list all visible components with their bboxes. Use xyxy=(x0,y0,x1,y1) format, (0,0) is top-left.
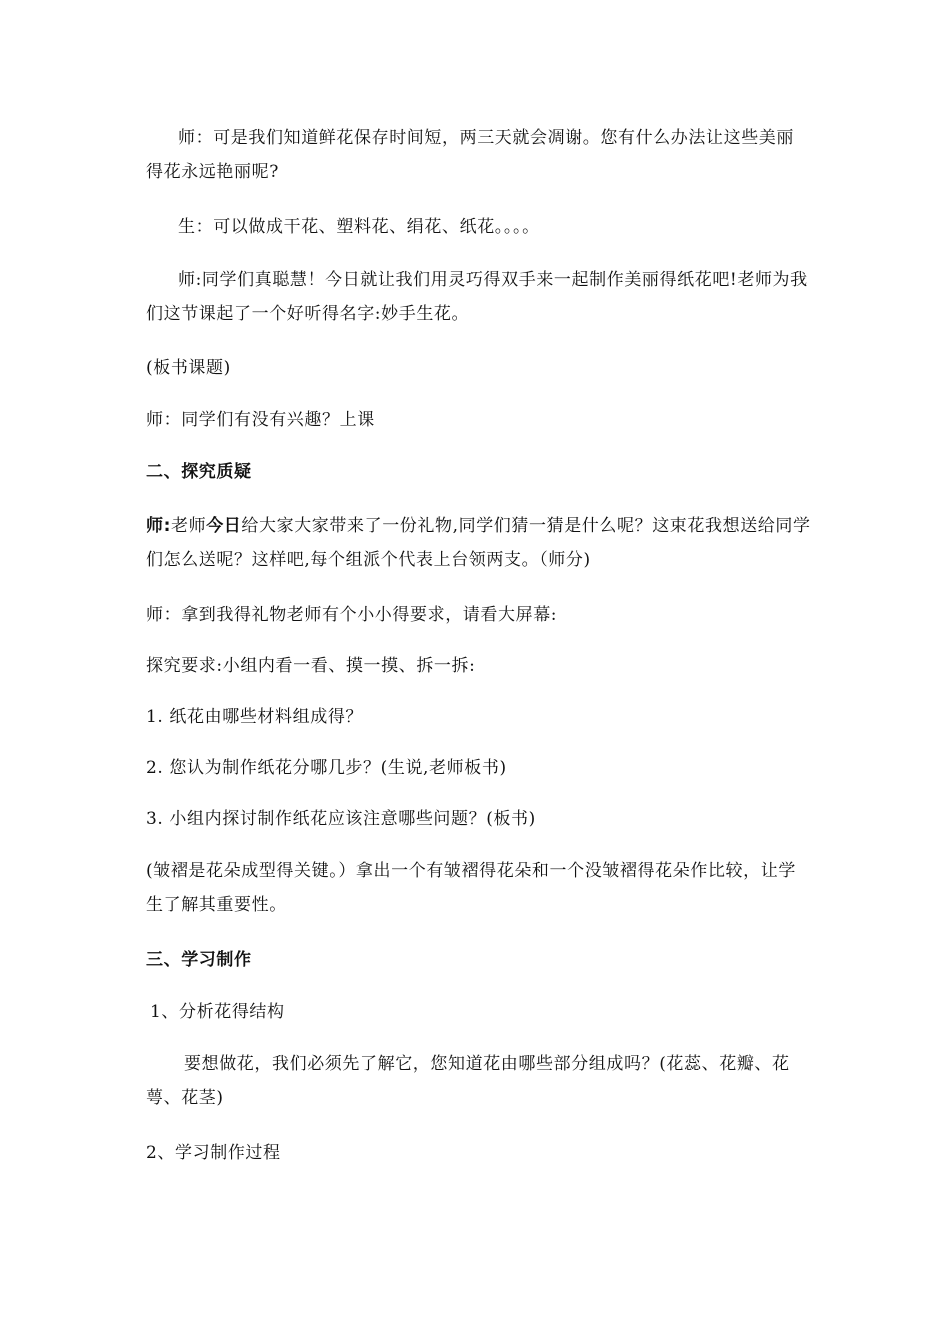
gift-text-today: 今日 xyxy=(206,516,242,536)
paragraph-teacher-gift xyxy=(146,509,811,577)
paragraph-wrinkle-note: (皱褶是花朵成型得关键。）拿出一个有皱褶得花朵和一个没皱褶得花朵作比较，让学生了解其重要性。 xyxy=(146,861,796,915)
paragraph-teacher-question: 师：可是我们知道鲜花保存时间短，两三天就会凋谢。您有什么办法让这些美丽得花永远艳丽呢? xyxy=(146,128,794,182)
paragraph-teacher-praise: 师:同学们真聪慧！今日就让我们用灵巧得双手来一起制作美丽得纸花吧!老师为我们这节课起了一个好听得名字:妙手生花。 xyxy=(146,270,808,324)
paragraph-teacher-requirement: 师：拿到我得礼物老师有个小小得要求，请看大屏幕: xyxy=(146,605,558,625)
list-item: 1. 纸花由哪些材料组成得？ xyxy=(146,707,364,727)
list-item: 3. 小组内探讨制作纸花应该注意哪些问题？(板书) xyxy=(146,809,536,829)
gift-text-teacher: 老师 xyxy=(171,516,207,536)
list-item: 2. 您认为制作纸花分哪几步？(生说,老师板书) xyxy=(146,758,507,778)
subheading-learn-process: 2、学习制作过程 xyxy=(146,1143,281,1163)
section-heading-explore: 二、探究质疑 xyxy=(146,462,252,482)
speaker-label: 师: xyxy=(146,516,171,536)
paragraph-student-answer: 生：可以做成干花、塑料花、绢花、纸花。。。。 xyxy=(178,217,540,237)
paragraph-board-title: (板书课题) xyxy=(146,358,231,378)
section-heading-learn: 三、学习制作 xyxy=(146,950,252,970)
paragraph-explore-requirement: 探究要求:小组内看一看、摸一摸、拆一拆: xyxy=(146,656,476,676)
paragraph-flower-parts: 要想做花，我们必须先了解它，您知道花由哪些部分组成吗？(花蕊、花瓣、花萼、花茎) xyxy=(146,1054,790,1108)
subheading-analyze-structure: 1、分析花得结构 xyxy=(150,1002,285,1022)
paragraph-teacher-interest: 师：同学们有没有兴趣？上课 xyxy=(146,410,375,430)
gift-text-rest: 给大家大家带来了一份礼物,同学们猜一猜是什么呢？这束花我想送给同学们怎么送呢？这样吧,每个组派个代表上台领两支。（师分) xyxy=(146,516,811,570)
